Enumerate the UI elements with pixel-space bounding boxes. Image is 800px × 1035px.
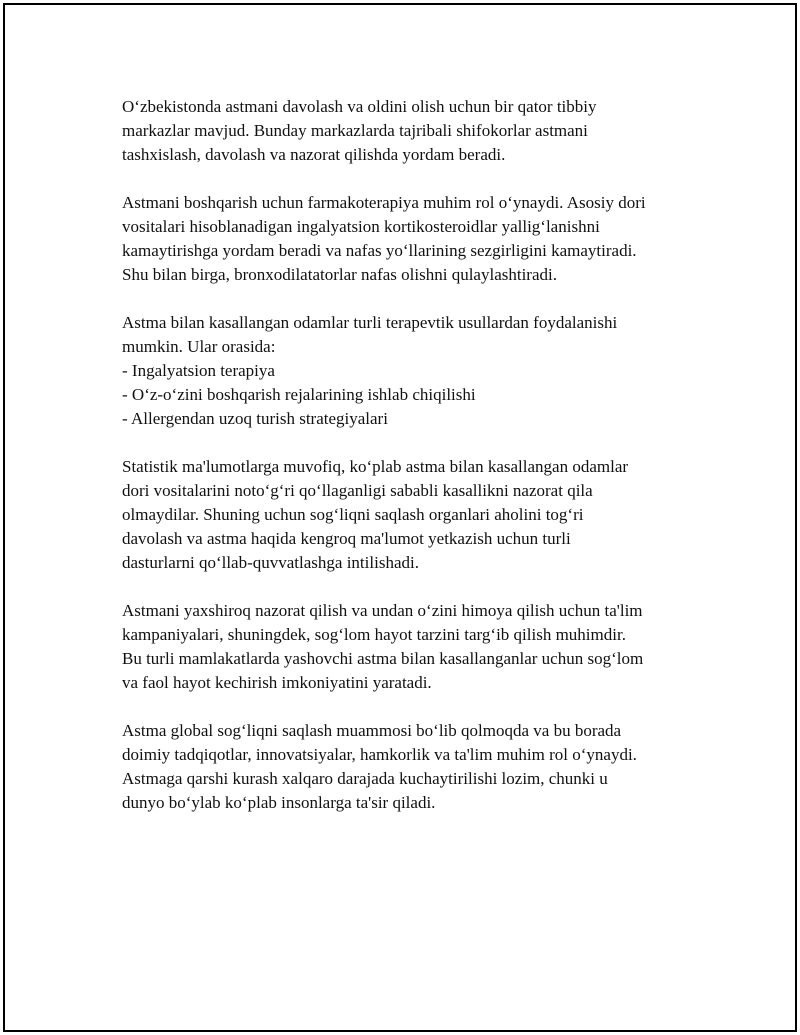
text-line: dasturlarni qo‘llab-quvvatlashga intilishadi. — [122, 553, 419, 572]
text-line: davolash va astma haqida kengroq ma'lumot yetkazish uchun turli — [122, 529, 571, 548]
text-line: tashxislash, davolash va nazorat qilishda yordam beradi. — [122, 145, 506, 164]
paragraph-5 — [122, 599, 712, 695]
text-line: Astmani boshqarish uchun farmakoterapiya muhim rol o‘ynaydi. Asosiy dori — [122, 193, 646, 212]
text-line: kampaniyalari, shuningdek, sog‘lom hayot tarzini targ‘ib qilish muhimdir. — [122, 625, 626, 644]
text-line: kamaytirishga yordam beradi va nafas yo‘llarining sezgirligini kamaytiradi. — [122, 241, 637, 260]
text-line: Astmani yaxshiroq nazorat qilish va undan o‘zini himoya qilish uchun ta'lim — [122, 601, 643, 620]
text-line: doimiy tadqiqotlar, innovatsiyalar, hamkorlik va ta'lim muhim rol o‘ynaydi. — [122, 745, 637, 764]
paragraph-6 — [122, 719, 712, 815]
text-line: vositalari hisoblanadigan ingalyatsion kortikosteroidlar yallig‘lanishni — [122, 217, 600, 236]
list-item: - Ingalyatsion terapiya — [122, 361, 275, 380]
document-body — [122, 95, 712, 839]
text-line: va faol hayot kechirish imkoniyatini yaratadi. — [122, 673, 432, 692]
paragraph-2 — [122, 191, 712, 287]
text-line: dunyo bo‘ylab ko‘plab insonlarga ta'sir qiladi. — [122, 793, 436, 812]
page-frame — [3, 3, 797, 1032]
paragraph-3 — [122, 311, 712, 431]
text-line: Shu bilan birga, bronxodilatatorlar nafas olishni qulaylashtiradi. — [122, 265, 557, 284]
list-item: - O‘z-o‘zini boshqarish rejalarining ishlab chiqilishi — [122, 385, 476, 404]
text-line: Bu turli mamlakatlarda yashovchi astma bilan kasallanganlar uchun sog‘lom — [122, 649, 644, 668]
text-line: olmaydilar. Shuning uchun sog‘liqni saqlash organlari aholini tog‘ri — [122, 505, 584, 524]
text-line: dori vositalarini noto‘g‘ri qo‘llaganligi sababli kasallikni nazorat qila — [122, 481, 593, 500]
text-line: Astma bilan kasallangan odamlar turli terapevtik usullardan foydalanishi — [122, 313, 618, 332]
paragraph-1 — [122, 95, 712, 167]
list-item: - Allergendan uzoq turish strategiyalari — [122, 409, 388, 428]
text-line: O‘zbekistonda astmani davolash va oldini olish uchun bir qator tibbiy — [122, 97, 597, 116]
text-line: Statistik ma'lumotlarga muvofiq, ko‘plab astma bilan kasallangan odamlar — [122, 457, 629, 476]
text-line: Astma global sog‘liqni saqlash muammosi bo‘lib qolmoqda va bu borada — [122, 721, 622, 740]
paragraph-4 — [122, 455, 712, 575]
text-line: Astmaga qarshi kurash xalqaro darajada kuchaytirilishi lozim, chunki u — [122, 769, 608, 788]
text-line: mumkin. Ular orasida: — [122, 337, 276, 356]
text-line: markazlar mavjud. Bunday markazlarda tajribali shifokorlar astmani — [122, 121, 588, 140]
